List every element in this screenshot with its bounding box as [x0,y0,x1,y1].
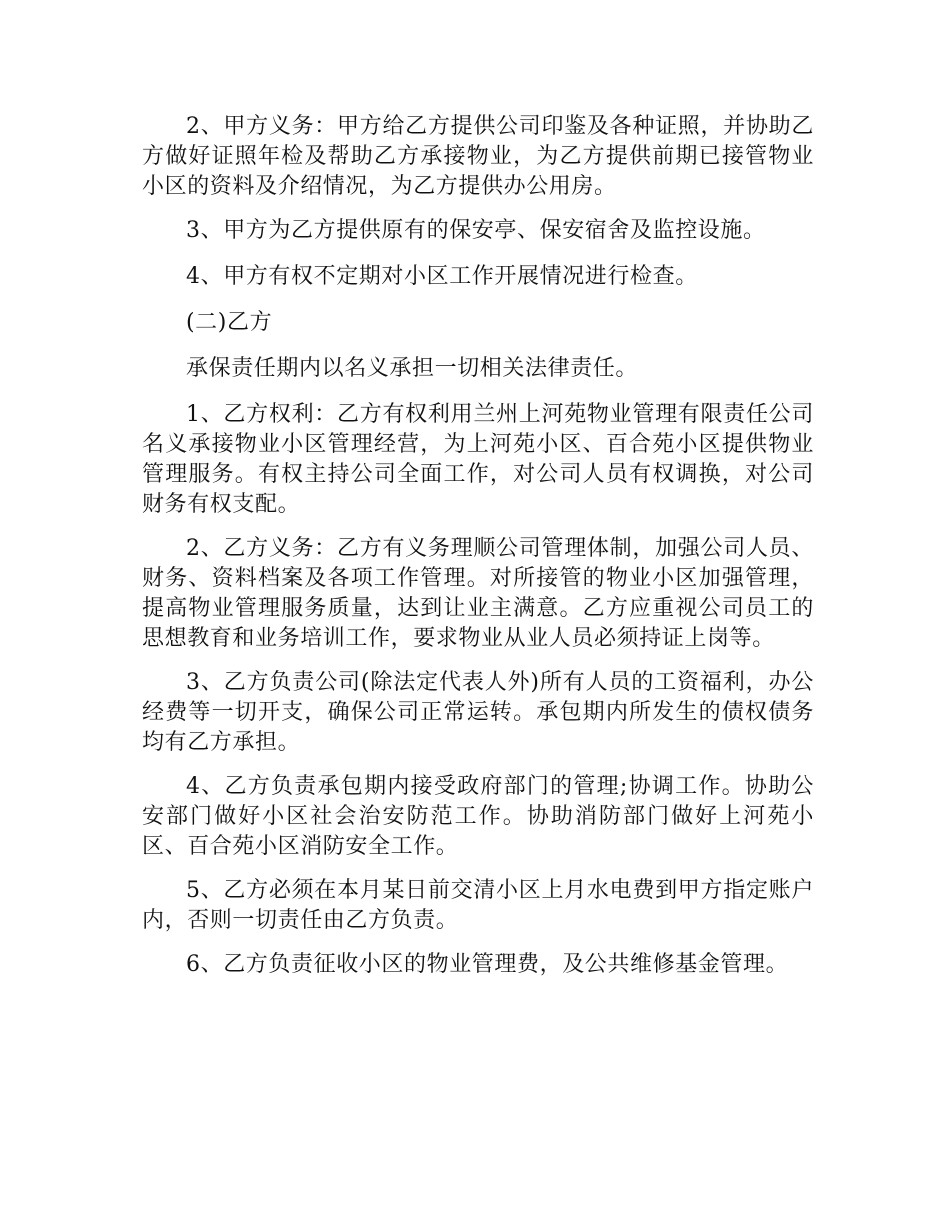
paragraph-party-b-obligations: 2、乙方义务：乙方有义务理顺公司管理体制，加强公司人员、财务、资料档案及各项工作管理。对所接管的物业小区加强管理，提高物业管理服务质量，达到让业主满意。乙方应重视公司员工的思想教育和业务培训工作，要求物业从业人员必须持证上岗等。 [142,536,814,651]
paragraph-party-a-security-facilities: 3、甲方为乙方提供原有的保安亭、保安宿舍及监控设施。 [186,218,766,243]
paragraph-party-b-expenses: 3、乙方负责公司(除法定代表人外)所有人员的工资福利，办公经费等一切开支，确保公司正常运转。承包期内所发生的债权债务均有乙方承担。 [142,670,814,755]
paragraph-party-a-obligations: 2、甲方义务：甲方给乙方提供公司印鉴及各种证照，并协助乙方做好证照年检及帮助乙方承接物业，为乙方提供前期已接管物业小区的资料及介绍情况，为乙方提供办公用房。 [142,114,814,199]
paragraph-party-b-rights: 1、乙方权利：乙方有权利用兰州上河苑物业管理有限责任公司名义承接物业小区管理经营，为上河苑小区、百合苑小区提供物业管理服务。有权主持公司全面工作，对公司人员有权调换，对公司财务有权支配。 [142,402,814,517]
paragraph-party-b-coordination: 4、乙方负责承包期内接受政府部门的管理;协调工作。协助公安部门做好小区社会治安防范工作。协助消防部门做好上河苑小区、百合苑小区消防安全工作。 [142,774,814,859]
paragraph-party-a-inspection: 4、甲方有权不定期对小区工作开展情况进行检查。 [186,264,698,289]
paragraph-party-b-utility-fees: 5、乙方必须在本月某日前交清小区上月水电费到甲方指定账户内，否则一切责任由乙方负责。 [142,878,814,933]
document-body [142,112,814,994]
section-heading-party-b: (二)乙方 [186,310,273,335]
paragraph-party-b-management-fees: 6、乙方负责征收小区的物业管理费，及公共维修基金管理。 [186,952,789,977]
paragraph-legal-liability: 承保责任期内以名义承担一切相关法律责任。 [186,356,639,381]
